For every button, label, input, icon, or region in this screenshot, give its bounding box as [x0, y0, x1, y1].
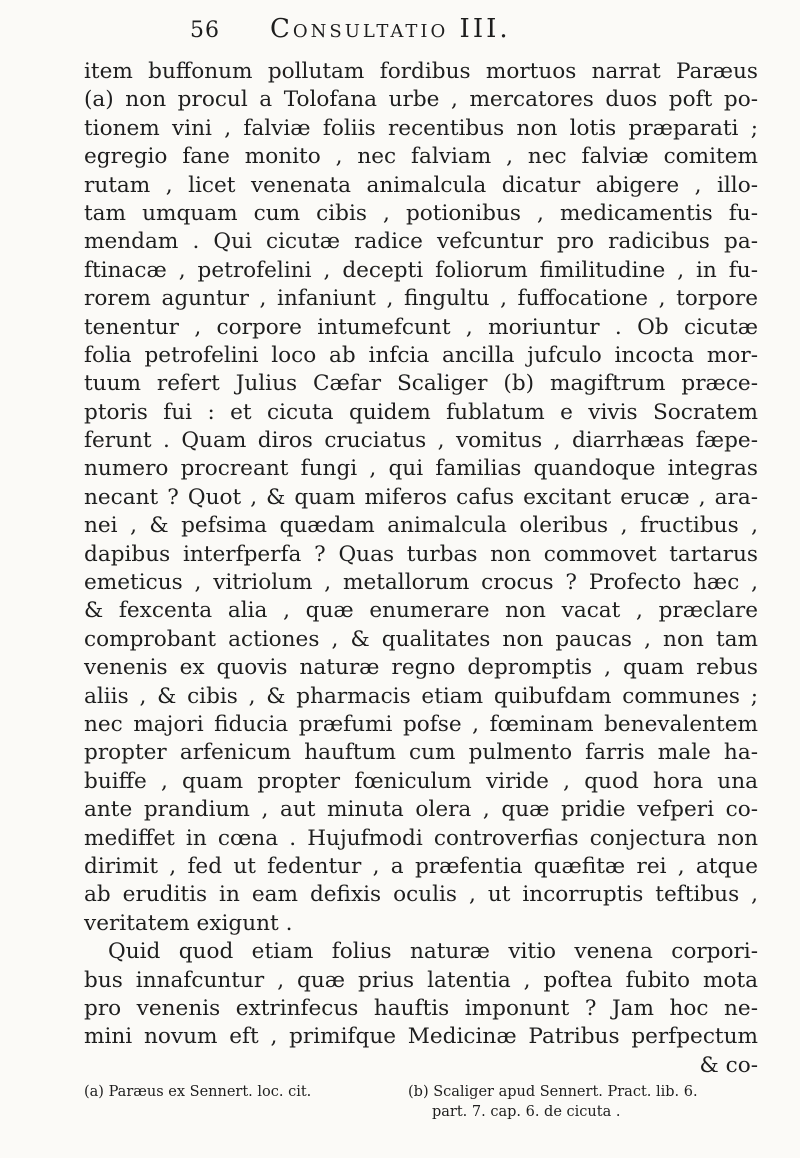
text-line: nei , & pefsima quædam animalcula oleribus , fructibus ,: [84, 513, 758, 539]
text-line: emeticus , vitriolum , metallorum crocus ? Profecto hæc ,: [84, 570, 758, 596]
text-line: bus innafcuntur , quæ prius latentia , poftea fubito mota: [84, 967, 758, 993]
text-line: item buffonum pollutam fordibus mortuos narrat Paræus: [84, 59, 758, 84]
catchword: & co-: [699, 1052, 758, 1078]
text-line: ferunt . Quam diros cruciatus , vomitus , diarrhæas fæpe-: [84, 428, 758, 454]
body-text: [84, 58, 758, 1080]
text-line: mediffet in cœna . Hujufmodi controverfias conjectura non: [84, 825, 758, 851]
text-line: tionem vini , falviæ foliis recentibus non lotis præparati ;: [84, 115, 758, 141]
footnote-a: (a) Paræus ex Sennert. loc. cit.: [84, 1084, 312, 1100]
text-line: Quid quod etiam folius naturæ vitio venena corpori-: [108, 939, 758, 965]
text-line: necant ? Quot , & quam miferos cafus excitant erucæ , ara-: [84, 484, 758, 510]
footnote-b: [408, 1082, 758, 1122]
text-line: rorem aguntur , infaniunt , fingultu , fuffocatione , torpore: [84, 286, 758, 312]
footnote-b-line: (b) Scaliger apud Sennert. Pract. lib. 6.: [408, 1084, 698, 1100]
text-line: ante prandium , aut minuta olera , quæ pridie vefperi co-: [84, 797, 758, 823]
text-line: aliis , & cibis , & pharmacis etiam quibufdam communes ;: [84, 683, 758, 709]
text-line: rutam , licet venenata animalcula dicatur abigere , illo-: [84, 172, 758, 198]
text-line: dirimit , fed ut fedentur , a præfentia quæfitæ rei , atque: [84, 853, 758, 879]
text-line: propter arfenicum hauftum cum pulmento farris male ha-: [84, 740, 758, 766]
text-line: numero procreant fungi , qui familias quandoque integras: [84, 456, 758, 482]
text-line: dapibus interfperfa ? Quas turbas non commovet tartarus: [84, 541, 758, 567]
text-line: nec majori fiducia præfumi pofse , fœminam benevalentem: [84, 711, 758, 737]
text-line: mendam . Qui cicutæ radice vefcuntur pro radicibus pa-: [84, 229, 758, 255]
text-line: comprobant actiones , & qualitates non paucas , non tam: [84, 626, 758, 652]
text-line: tam umquam cum cibis , potionibus , medicamentis fu-: [84, 200, 758, 226]
text-line: folia petrofelini loco ab infcia ancilla jufculo incocta mor-: [84, 342, 758, 368]
text-line: veritatem exigunt .: [84, 910, 293, 936]
running-head: [190, 14, 610, 54]
footnotes: [84, 1082, 758, 1122]
text-line: mini novum eft , primifque Medicinæ Patribus perfpectum: [84, 1024, 758, 1050]
text-line: egregio fane monito , nec falviam , nec falviæ comitem: [84, 144, 758, 170]
text-line: (a) non procul a Tolofana urbe , mercatores duos poft po-: [84, 87, 758, 113]
running-title: Consultatio III.: [270, 14, 511, 44]
text-line: tenentur , corpore intumefcunt , moriuntur . Ob cicutæ: [84, 314, 758, 340]
text-line: ftinacæ , petrofelini , decepti foliorum fimilitudine , in fu-: [84, 257, 758, 283]
footnote-b-line: part. 7. cap. 6. de cicuta .: [432, 1104, 621, 1120]
text-line: & fexcenta alia , quæ enumerare non vacat , præclare: [84, 598, 758, 624]
text-line: buiffe , quam propter fœniculum viride , quod hora una: [84, 768, 758, 794]
text-line: venenis ex quovis naturæ regno depromptis , quam rebus: [84, 655, 758, 681]
text-line: ptoris fui : et cicuta quidem fublatum e vivis Socratem: [84, 399, 758, 425]
text-line: ab eruditis in eam defixis oculis , ut incorruptis teftibus ,: [84, 882, 758, 908]
page-number: 56: [190, 18, 220, 43]
text-line: pro venenis extrinfecus hauftis imponunt ? Jam hoc ne-: [84, 995, 758, 1021]
text-line: tuum refert Julius Cæfar Scaliger (b) magiftrum præce-: [84, 371, 758, 397]
